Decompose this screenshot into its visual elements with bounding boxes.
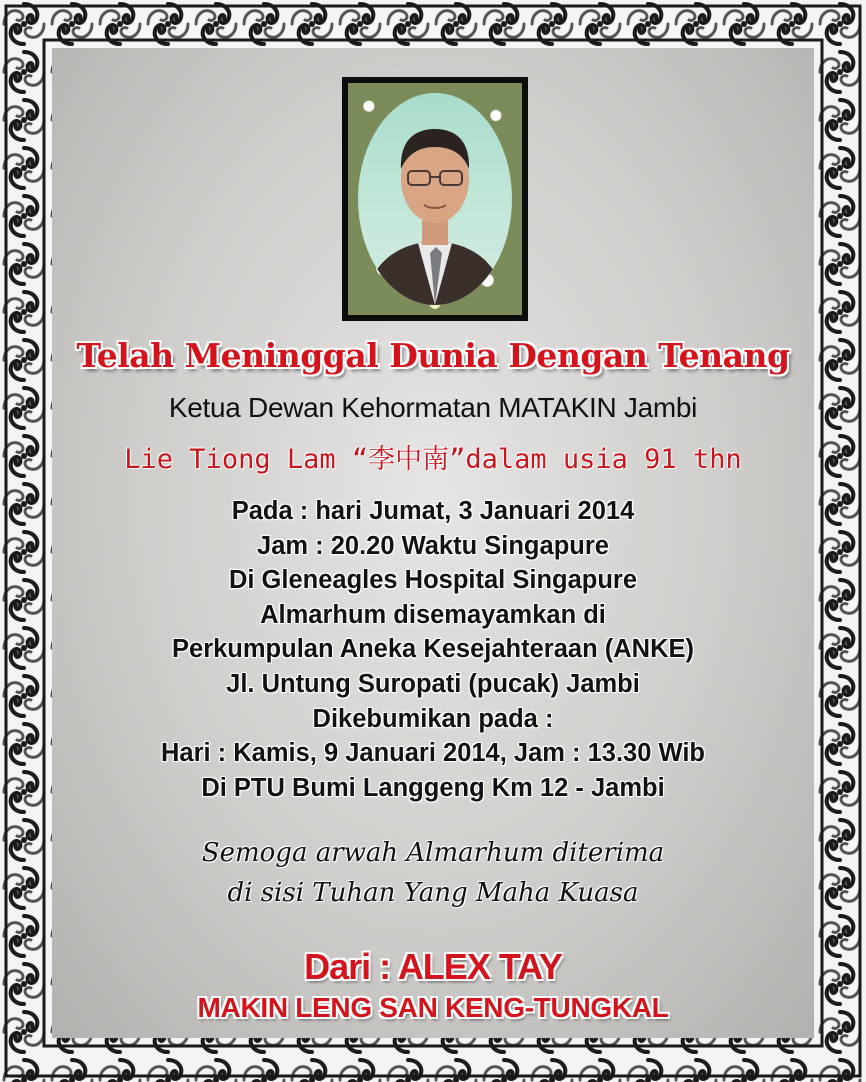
detail-line: Jam : 20.20 Waktu Singapure — [257, 531, 609, 560]
prayer-line: di sisi Tuhan Yang Maha Kuasa — [227, 878, 639, 908]
detail-line: Almarhum disemayamkan di — [260, 600, 606, 629]
portrait-frame — [342, 77, 528, 321]
detail-line: Pada : hari Jumat, 3 Januari 2014 — [231, 497, 635, 525]
subtitle: Ketua Dewan Kehormatan MATAKIN Jambi — [168, 392, 698, 423]
detail-line: Perkumpulan Aneka Kesejahteraan (ANKE) — [172, 635, 694, 664]
portrait-oval — [358, 93, 512, 305]
sender-name: Dari : ALEX TAY — [304, 946, 562, 987]
memorial-portrait — [358, 93, 512, 305]
prayer-line: Semoga arwah Almarhum diterima — [201, 838, 665, 868]
deceased-name-line: Lie Tiong Lam “李中南”dalam usia 91 thn — [124, 444, 742, 475]
detail-line: Di Gleneagles Hospital Singapure — [228, 566, 638, 595]
prayer-text — [0, 833, 866, 913]
detail-line: Jl. Untung Suropati (pucak) Jambi — [226, 669, 640, 698]
headline: Telah Meninggal Dunia Dengan Tenang — [76, 336, 790, 375]
detail-line: Hari : Kamis, 9 Januari 2014, Jam : 13.30 Wib — [160, 739, 706, 768]
service-details — [0, 494, 866, 805]
sender-organization: MAKIN LENG SAN KENG-TUNGKAL — [197, 992, 669, 1023]
detail-line: Di PTU Bumi Langgeng Km 12 - Jambi — [201, 773, 665, 802]
daisy-background — [348, 83, 522, 315]
detail-line: Dikebumikan pada : — [312, 704, 554, 733]
